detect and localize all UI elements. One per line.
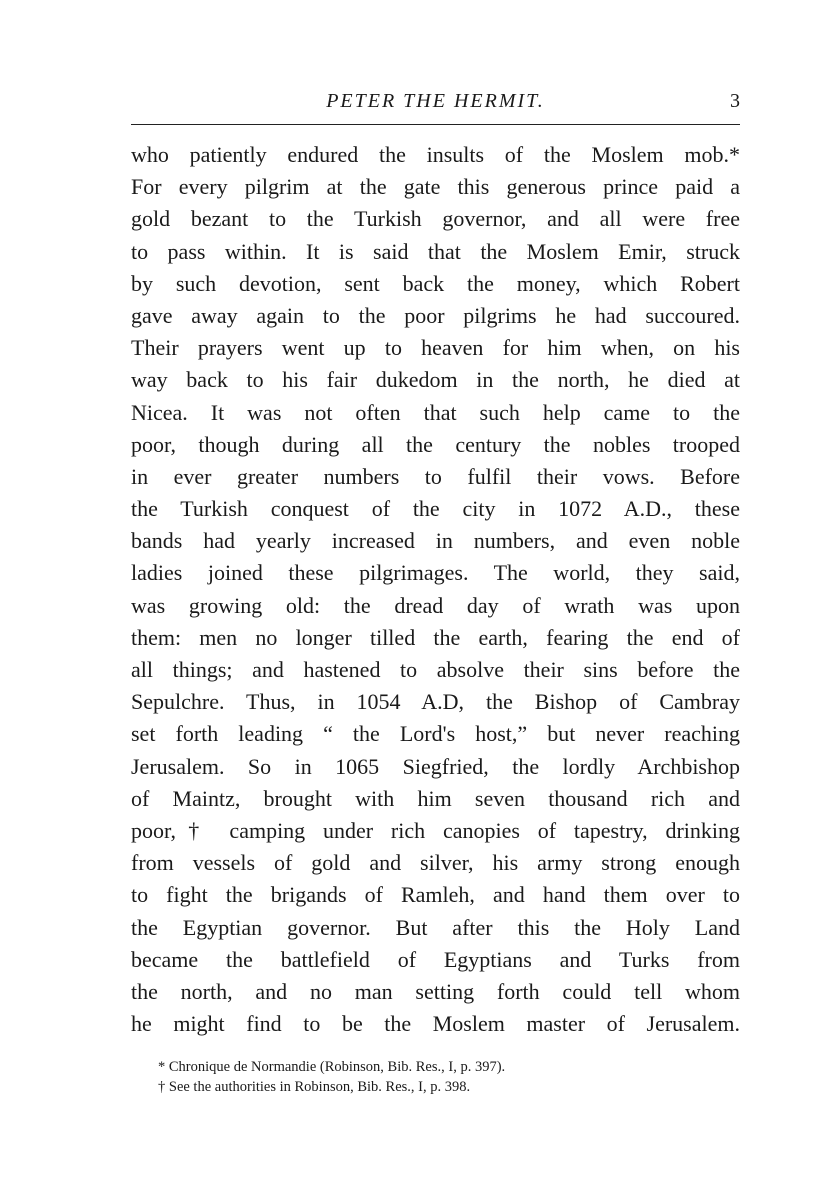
text-line: the Egyptian governor. But after this the Holy Land xyxy=(131,914,740,940)
text-line: way back to his fair dukedom in the north, he died at xyxy=(131,367,740,393)
text-line: Their prayers went up to heaven for him when, on his xyxy=(131,335,740,361)
text-line: of Maintz, brought with him seven thousand rich and xyxy=(131,785,740,811)
header-rule xyxy=(131,124,740,125)
text-line: them: men no longer tilled the earth, fearing the end of xyxy=(131,624,740,650)
text-line: gave away again to the poor pilgrims he had succoured. xyxy=(131,302,740,328)
text-line: was growing old: the dread day of wrath was upon xyxy=(131,592,740,618)
text-line: set forth leading “ the Lord's host,” but never reaching xyxy=(131,721,740,747)
running-title: PETER THE HERMIT. xyxy=(326,90,545,112)
text-line: ladies joined these pilgrimages. The world, they said, xyxy=(131,560,740,586)
text-line: poor,† camping under rich canopies of tapestry, drinking xyxy=(131,817,740,843)
page-header xyxy=(131,88,740,118)
text-line: to pass within. It is said that the Moslem Emir, struck xyxy=(131,238,740,264)
text-line: Jerusalem. So in 1065 Siegfried, the lordly Archbishop xyxy=(131,753,740,779)
footnote-1: * Chronique de Normandie (Robinson, Bib. Res., I, p. 397). xyxy=(158,1059,506,1075)
text-line: gold bezant to the Turkish governor, and all were free xyxy=(131,206,740,232)
text-line: by such devotion, sent back the money, which Robert xyxy=(131,270,740,296)
text-line: who patiently endured the insults of the Moslem mob.* xyxy=(131,142,740,167)
text-line: For every pilgrim at the gate this generous prince paid a xyxy=(131,174,740,200)
footnotes xyxy=(158,1057,718,1097)
text-line: he might find to be the Moslem master of Jerusalem. xyxy=(131,1011,740,1037)
page-number: 3 xyxy=(730,90,740,112)
text-line: poor, though during all the century the nobles trooped xyxy=(131,431,740,457)
text-line: in ever greater numbers to fulfil their vows. Before xyxy=(131,463,740,489)
text-line: the Turkish conquest of the city in 1072 A.D., these xyxy=(131,496,740,522)
text-line: the north, and no man setting forth could tell whom xyxy=(131,978,740,1004)
text-line: to fight the brigands of Ramleh, and hand them over to xyxy=(131,882,740,908)
text-line: from vessels of gold and silver, his army strong enough xyxy=(131,850,740,876)
text-line: Sepulchre. Thus, in 1054 A.D, the Bishop of Cambray xyxy=(131,689,740,715)
text-line: bands had yearly increased in numbers, and even noble xyxy=(131,528,740,554)
body-text xyxy=(131,139,740,1040)
text-line: Nicea. It was not often that such help came to the xyxy=(131,399,740,425)
text-line: all things; and hastened to absolve their sins before the xyxy=(131,657,740,682)
text-line: became the battlefield of Egyptians and Turks from xyxy=(131,946,740,972)
footnote-2: † See the authorities in Robinson, Bib. Res., I, p. 398. xyxy=(158,1079,471,1095)
